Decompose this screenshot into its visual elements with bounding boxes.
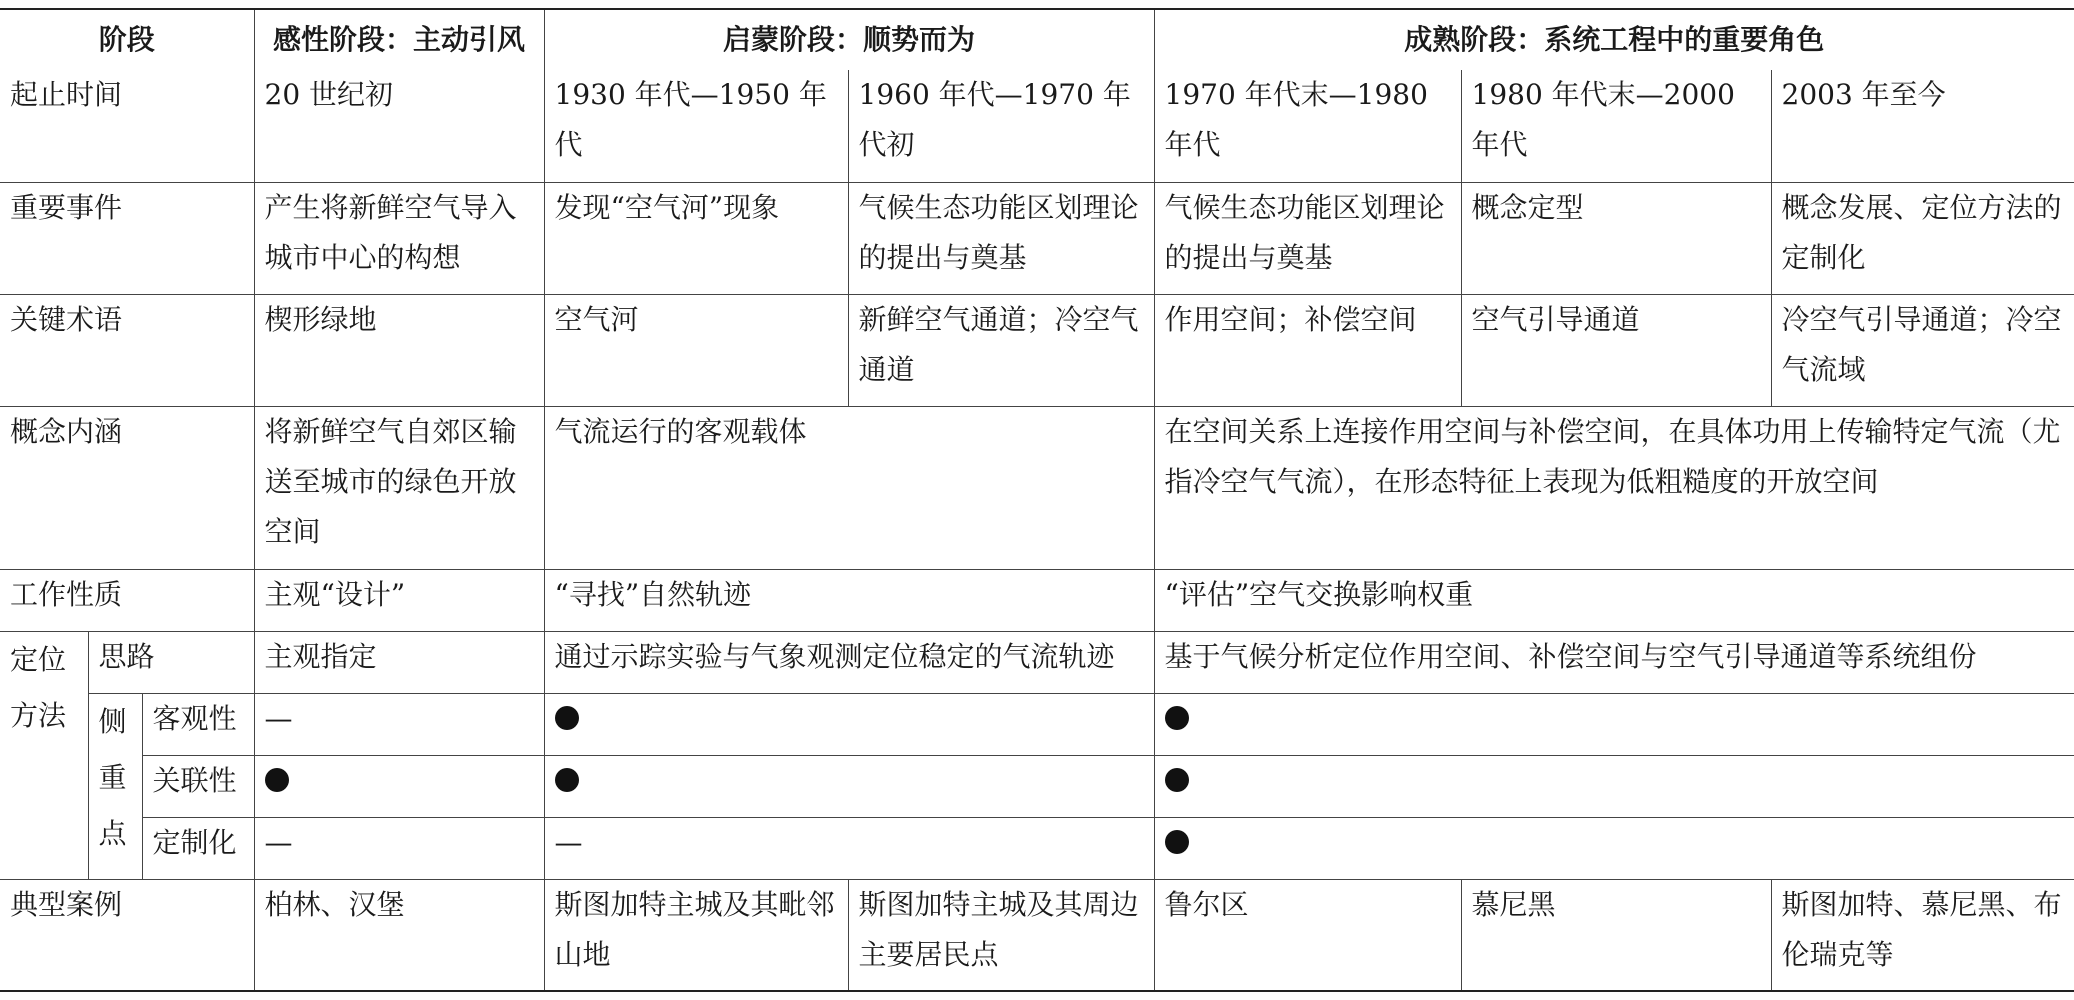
header-stage: 阶段 [0,9,254,70]
terms-cell: 楔形绿地 [254,294,544,406]
filled-dot-icon [1165,706,1189,730]
header-mature-stage: 成熟阶段：系统工程中的重要角色 [1154,9,2074,70]
events-cell: 气候生态功能区划理论的提出与奠基 [1154,182,1461,294]
row-period [0,70,2074,182]
concept-cell: 气流运行的客观载体 [544,406,1154,569]
header-perceptual-stage: 感性阶段：主动引风 [254,9,544,70]
relevance-cell [1154,755,2074,817]
header-enlightenment-stage: 启蒙阶段：顺势而为 [544,9,1154,70]
thinking-cell: 基于气候分析定位作用空间、补偿空间与空气引导通道等系统组份 [1154,631,2074,693]
cases-cell: 柏林、汉堡 [254,879,544,991]
objectivity-cell [544,693,1154,755]
customization-cell [1154,817,2074,879]
relevance-cell [254,755,544,817]
events-cell: 气候生态功能区划理论的提出与奠基 [848,182,1154,294]
filled-dot-icon [265,768,289,792]
cases-cell: 斯图加特主城及其周边主要居民点 [848,879,1154,991]
nature-cell: “评估”空气交换影响权重 [1154,569,2074,631]
period-cell: 1930 年代—1950 年代 [544,70,848,182]
terms-cell: 空气河 [544,294,848,406]
stage-comparison-table [0,8,2074,992]
period-cell: 2003 年至今 [1771,70,2074,182]
row-label-terms: 关键术语 [0,294,254,406]
cases-cell: 斯图加特、慕尼黑、布伦瑞克等 [1771,879,2074,991]
events-cell: 概念发展、定位方法的定制化 [1771,182,2074,294]
nature-cell: “寻找”自然轨迹 [544,569,1154,631]
period-cell: 1980 年代末—2000 年代 [1461,70,1771,182]
customization-cell: — [544,817,1154,879]
row-label-method: 定位方法 [0,631,88,879]
header-row [0,9,2074,70]
events-cell: 概念定型 [1461,182,1771,294]
cases-cell: 慕尼黑 [1461,879,1771,991]
filled-dot-icon [1165,768,1189,792]
row-cases [0,879,2074,991]
period-cell: 1960 年代—1970 年代初 [848,70,1154,182]
row-label-thinking: 思路 [88,631,254,693]
period-cell: 1970 年代末—1980 年代 [1154,70,1461,182]
row-method-relevance [0,755,2074,817]
events-cell: 产生将新鲜空气导入城市中心的构想 [254,182,544,294]
thinking-cell: 通过示踪实验与气象观测定位稳定的气流轨迹 [544,631,1154,693]
cases-cell: 鲁尔区 [1154,879,1461,991]
nature-cell: 主观“设计” [254,569,544,631]
row-label-cases: 典型案例 [0,879,254,991]
thinking-cell: 主观指定 [254,631,544,693]
terms-cell: 作用空间；补偿空间 [1154,294,1461,406]
objectivity-cell [1154,693,2074,755]
concept-cell: 在空间关系上连接作用空间与补偿空间，在具体功用上传输特定气流（尤指冷空气气流），在形态特征上表现为低粗糙度的开放空间 [1154,406,2074,569]
row-terms [0,294,2074,406]
cases-cell: 斯图加特主城及其毗邻山地 [544,879,848,991]
row-method-objectivity [0,693,2074,755]
row-label-objectivity: 客观性 [142,693,254,755]
row-events [0,182,2074,294]
terms-cell: 空气引导通道 [1461,294,1771,406]
row-label-concept: 概念内涵 [0,406,254,569]
terms-cell: 新鲜空气通道；冷空气通道 [848,294,1154,406]
objectivity-cell: — [254,693,544,755]
row-label-events: 重要事件 [0,182,254,294]
row-nature [0,569,2074,631]
row-label-period: 起止时间 [0,70,254,182]
row-method-thinking [0,631,2074,693]
events-cell: 发现“空气河”现象 [544,182,848,294]
period-cell: 20 世纪初 [254,70,544,182]
row-method-customization [0,817,2074,879]
terms-cell: 冷空气引导通道；冷空气流域 [1771,294,2074,406]
filled-dot-icon [1165,830,1189,854]
customization-cell: — [254,817,544,879]
filled-dot-icon [555,706,579,730]
relevance-cell [544,755,1154,817]
concept-cell: 将新鲜空气自郊区输送至城市的绿色开放空间 [254,406,544,569]
filled-dot-icon [555,768,579,792]
row-label-customization: 定制化 [142,817,254,879]
row-concept [0,406,2074,569]
row-label-focus: 侧重点 [88,693,142,879]
row-label-relevance: 关联性 [142,755,254,817]
row-label-nature: 工作性质 [0,569,254,631]
